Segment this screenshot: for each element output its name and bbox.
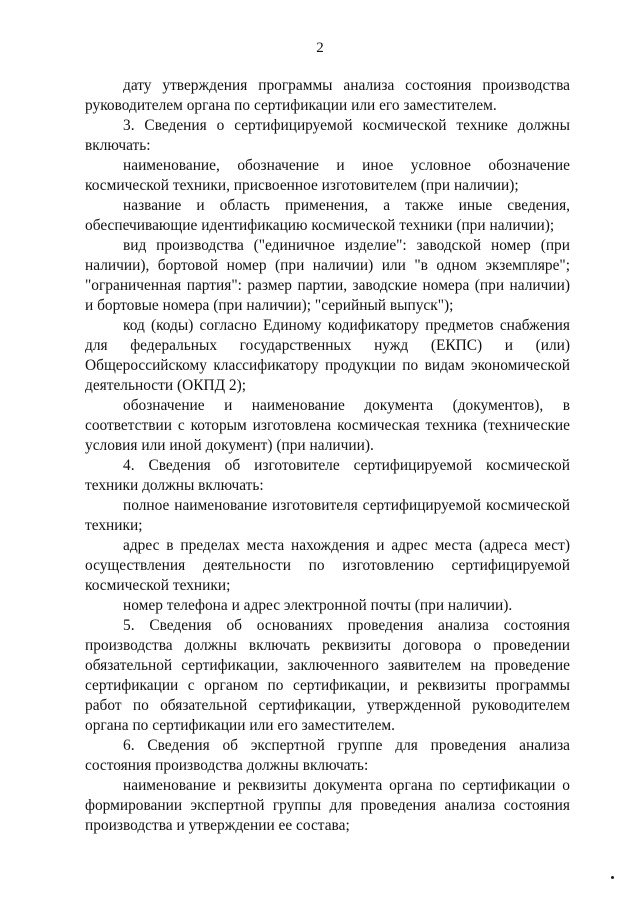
paragraph: полное наименование изготовителя сертифицируемой космической техники;: [85, 497, 570, 534]
paragraph: 5. Сведения об основаниях проведения анализа состояния производства должны включать реквизиты договора о проведении обязательной сертификации, заключенного заявителем на проведение сертификации с органом по сертификации, и реквизиты программы работ по обязательной сертификации, утвержденной руководителем органа по сертификации или его заместителем.: [85, 617, 570, 734]
paragraph: 4. Сведения об изготовителе сертифицируемой космической техники должны включать:: [85, 457, 570, 494]
paragraph: номер телефона и адрес электронной почты (при наличии).: [123, 597, 513, 614]
paragraph: адрес в пределах места нахождения и адрес места (адреса мест) осуществления деятельности по изготовлению сертифицируемой космической техники;: [85, 537, 570, 594]
page-number: 2: [316, 40, 324, 56]
paragraph: вид производства ("единичное изделие": заводской номер (при наличии), бортовой номер (при наличии) или "в одном экземпляре"; "ограниченная партия": размер партии, заводские номера (при наличии) и бортовые номера (при наличии); "серийный выпуск");: [85, 237, 570, 314]
paragraph: 3. Сведения о сертифицируемой космической технике должны включать:: [85, 117, 570, 154]
paragraph: наименование, обозначение и иное условное обозначение космической техники, присвоенное изготовителем (при наличии);: [85, 157, 570, 194]
paragraph: код (коды) согласно Единому кодификатору предметов снабжения для федеральных государственных нужд (ЕКПС) и (или) Общероссийскому классификатору продукции по видам экономической деятельности (ОКПД 2);: [85, 317, 570, 394]
paragraph: дату утверждения программы анализа состояния производства руководителем органа по сертификации или его заместителем.: [85, 77, 570, 114]
paragraph: обозначение и наименование документа (документов), в соответствии с которым изготовлена космическая техника (технические условия или иной документ) (при наличии).: [85, 397, 570, 454]
paragraph: 6. Сведения об экспертной группе для проведения анализа состояния производства должны включать:: [85, 737, 570, 774]
scan-dot: [611, 876, 614, 879]
document-body: [85, 76, 570, 836]
paragraph: название и область применения, а также иные сведения, обеспечивающие идентификацию космической техники (при наличии);: [85, 197, 570, 234]
paragraph: наименование и реквизиты документа органа по сертификации о формировании экспертной группы для проведения анализа состояния производства и утверждении ее состава;: [85, 777, 570, 834]
